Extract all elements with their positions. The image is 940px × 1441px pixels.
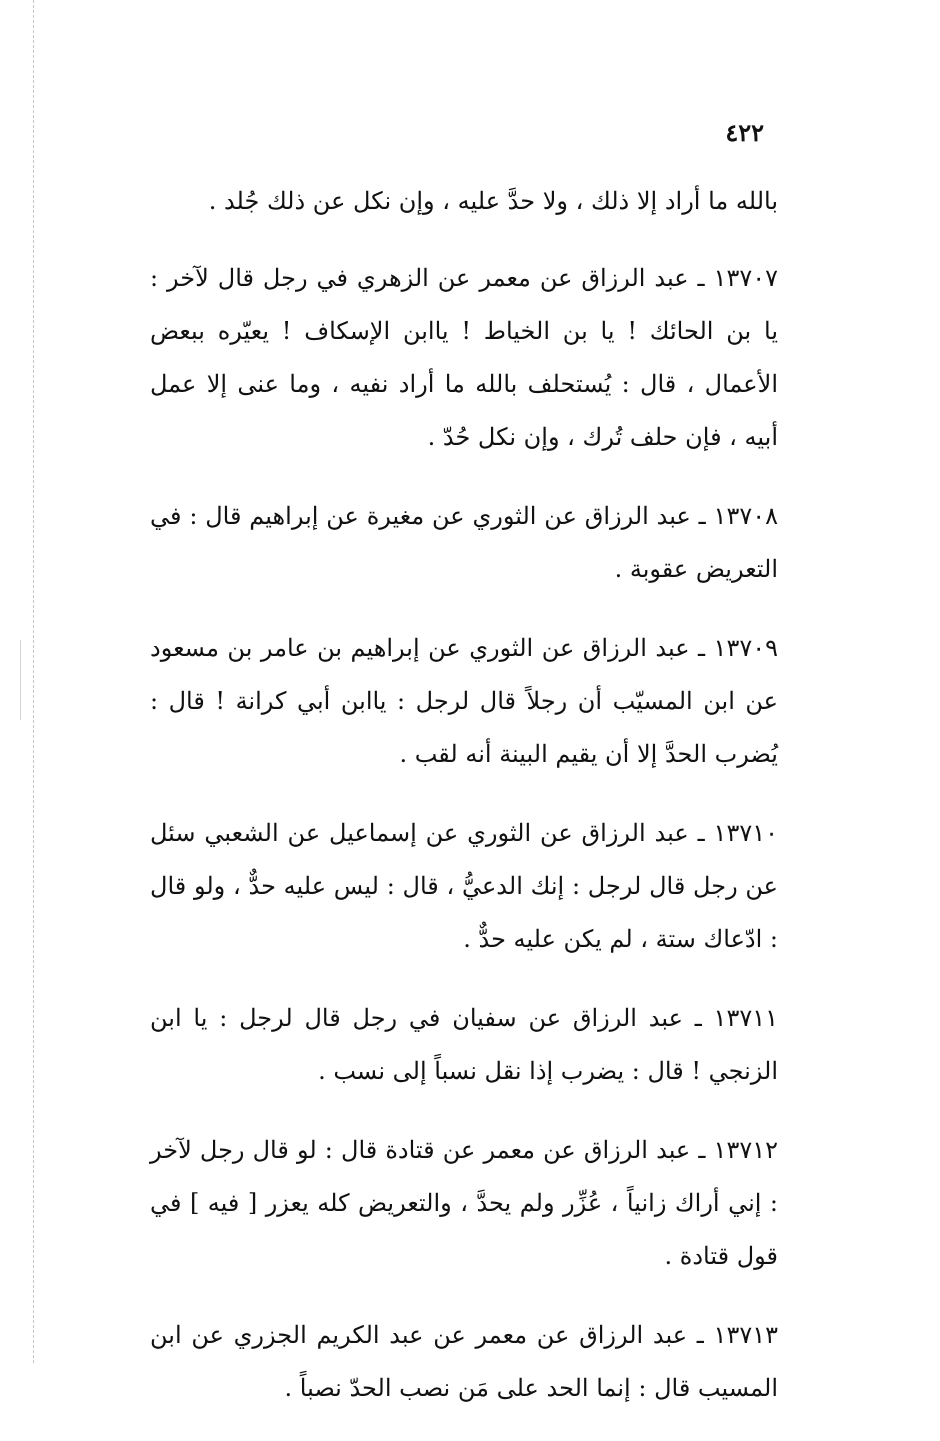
- hadith-13711: ١٣٧١١ ـ عبد الرزاق عن سفيان في رجل قال لرجل : يا ابن الزنجي ! قال : يضرب إذا نقل نسباً إلى نسب .: [150, 1004, 778, 1085]
- hadith-13712: ١٣٧١٢ ـ عبد الرزاق عن معمر عن قتادة قال : لو قال رجل لآخر : إني أراك زانياً ، عُزِّر ولم يحدَّ ، والتعريض كله يعزر [ فيه ] في قول قتادة .: [150, 1136, 778, 1270]
- hadith-13707: ١٣٧٠٧ ـ عبد الرزاق عن معمر عن الزهري في رجل قال لآخر : يا بن الحائك ! يا بن الخياط ! ياابن الإسكاف ! يعيّره ببعض الأعمال ، قال : يُستحلف بالله ما أراد نفيه ، وما عنى إلا عمل أبيه ، فإن حلف تُرك ، وإن نكل حُدّ .: [150, 264, 778, 451]
- hadith-13710: ١٣٧١٠ ـ عبد الرزاق عن الثوري عن إسماعيل عن الشعبي سئل عن رجل قال لرجل : إنك الدعيُّ ، قال : ليس عليه حدٌّ ، ولو قال : ادّعاك ستة ، لم يكن عليه حدٌّ .: [150, 819, 778, 953]
- body-text: [150, 175, 778, 1441]
- page-edge-rule: [33, 0, 34, 1363]
- page-edge-mark: [20, 640, 21, 720]
- page-number: ٤٢٢: [725, 118, 764, 147]
- hadith-13708: ١٣٧٠٨ ـ عبد الرزاق عن الثوري عن مغيرة عن إبراهيم قال : في التعريض عقوبة .: [150, 502, 778, 583]
- hadith-13713: ١٣٧١٣ ـ عبد الرزاق عن معمر عن عبد الكريم الجزري عن ابن المسيب قال : إنما الحد على مَن نصب الحدّ نصباً .: [150, 1321, 778, 1402]
- hadith-13709: ١٣٧٠٩ ـ عبد الرزاق عن الثوري عن إبراهيم بن عامر بن مسعود عن ابن المسيّب أن رجلاً قال لرجل : ياابن أبي كرانة ! قال : يُضرب الحدَّ إلا أن يقيم البينة أنه لقب .: [150, 634, 778, 768]
- paragraph-continuation: بالله ما أراد إلا ذلك ، ولا حدَّ عليه ، وإن نكل عن ذلك جُلد .: [208, 187, 778, 215]
